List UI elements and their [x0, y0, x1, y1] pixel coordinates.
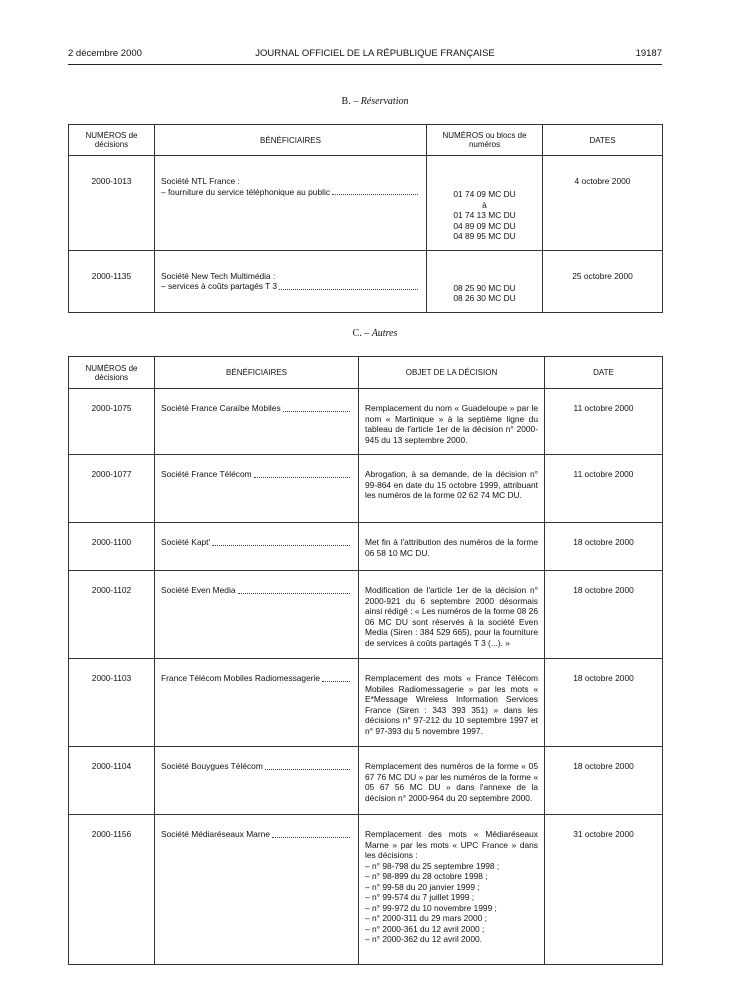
list-item: – n° 2000-311 du 29 mars 2000 ; [365, 913, 538, 924]
table-row [69, 250, 663, 312]
table-header-row [69, 125, 663, 156]
decision-date: 11 octobre 2000 [545, 389, 663, 455]
decision-date: 18 octobre 2000 [545, 747, 663, 815]
decision-object: Met fin à l'attribution des numéros de la forme 06 58 10 MC DU. [365, 537, 538, 558]
page-number: 19187 [635, 48, 662, 59]
section-c-letter: C. – [352, 328, 370, 339]
decision-list [365, 861, 538, 945]
decision-number: 2000-1135 [69, 250, 155, 312]
section-b-letter: B. – [341, 96, 359, 107]
beneficiary-name-text: Société France Caraïbe Mobiles [161, 403, 281, 413]
journal-title: JOURNAL OFFICIEL DE LA RÉPUBLIQUE FRANÇAISE [255, 48, 495, 59]
col-header-beneficiaries: BÉNÉFICIAIRES [155, 125, 427, 156]
beneficiary-cell [155, 571, 359, 659]
numbers-cell [427, 156, 543, 251]
object-cell [359, 455, 545, 523]
beneficiary-cell [155, 659, 359, 747]
list-item: – n° 98-798 du 25 septembre 1998 ; [365, 861, 538, 872]
object-cell [359, 659, 545, 747]
service-line [161, 281, 420, 292]
dot-leader [322, 680, 350, 682]
col-header-decision: NUMÉROS de décisions [69, 357, 155, 389]
decision-object: Modification de l'article 1er de la décision n° 2000-921 du 6 septembre 2000 désormais ainsi rédigé : « Les numéros de la forme 08 26 06 MC DU sont réservés à la société Even Media (Siren : 384 529 665), pour la fourniture de services à coûts partagés T 3 (...). » [365, 585, 538, 648]
beneficiary-name-text: Société Even Media [161, 585, 236, 595]
number-block: 01 74 09 MC DU [453, 189, 516, 199]
beneficiary-name [161, 403, 352, 414]
dot-leader [332, 193, 418, 195]
beneficiary-name-text: Société Bouygues Télécom [161, 761, 263, 771]
table-row [69, 455, 663, 523]
list-item: – n° 2000-361 du 12 avril 2000 ; [365, 924, 538, 935]
list-item: – n° 99-58 du 20 janvier 1999 ; [365, 882, 538, 893]
dot-leader [283, 410, 350, 412]
number-block: 01 74 13 MC DU [453, 210, 516, 220]
header-rule [68, 64, 662, 65]
table-row [69, 571, 663, 659]
decision-object: Abrogation, à sa demande, de la décision n° 99-864 en date du 15 octobre 1999, attribuant les numéros de la forme 02 62 74 MC DU. [365, 469, 538, 500]
service-line-text: – fourniture du service téléphonique au public [161, 186, 331, 197]
section-c-title: Autres [371, 328, 398, 339]
beneficiary-name [161, 673, 352, 684]
table-row [69, 156, 663, 251]
col-header-beneficiaries: BÉNÉFICIAIRES [155, 357, 359, 389]
beneficiary-name-text: Société Kapt' [161, 537, 211, 547]
dot-leader [272, 836, 350, 838]
object-cell [359, 815, 545, 965]
decision-date: 11 octobre 2000 [545, 455, 663, 523]
numbers-cell [427, 250, 543, 312]
number-block: 04 89 95 MC DU [453, 231, 516, 241]
list-item: – n° 2000-362 du 12 avril 2000. [365, 934, 538, 945]
section-c-heading [0, 328, 750, 339]
service-line [161, 187, 420, 198]
number-block: à [482, 199, 487, 210]
beneficiary-name [161, 761, 352, 772]
beneficiary-name [161, 829, 352, 840]
col-header-numbers: NUMÉROS ou blocs de numéros [427, 125, 543, 156]
dot-leader [279, 288, 418, 290]
decision-date: 25 octobre 2000 [543, 250, 663, 312]
beneficiary-name [161, 585, 352, 596]
beneficiary-cell [155, 250, 427, 312]
section-b-heading [0, 96, 750, 107]
beneficiary-cell [155, 523, 359, 571]
beneficiary-cell [155, 389, 359, 455]
decision-number: 2000-1103 [69, 659, 155, 747]
decision-number: 2000-1075 [69, 389, 155, 455]
decision-object: Remplacement des mots « France Télécom Mobiles Radiomessagerie » par les mots « E*Message Wireless Information Services France (Siren : 343 393 351) » dans les décisions n° 97-212 du 10 septembre 1997 et n° 97-393 du 5 novembre 1997. [365, 673, 538, 736]
table-row [69, 747, 663, 815]
col-header-date: DATE [545, 357, 663, 389]
table-header-row [69, 357, 663, 389]
section-b-title: Réservation [360, 96, 409, 107]
decision-date: 18 octobre 2000 [545, 523, 663, 571]
decision-number: 2000-1077 [69, 455, 155, 523]
table-row [69, 659, 663, 747]
dot-leader [238, 592, 351, 594]
reservation-table [68, 124, 663, 313]
beneficiary-name: Société New Tech Multimédia : [161, 270, 276, 281]
list-item: – n° 99-972 du 10 novembre 1999 ; [365, 903, 538, 914]
table-row [69, 815, 663, 965]
header-date: 2 décembre 2000 [68, 48, 142, 59]
beneficiary-name [161, 469, 352, 480]
dot-leader [265, 768, 350, 770]
col-header-dates: DATES [543, 125, 663, 156]
decision-date: 18 octobre 2000 [545, 571, 663, 659]
other-decisions-table [68, 356, 663, 965]
dot-leader [254, 476, 350, 478]
decision-number: 2000-1013 [69, 156, 155, 251]
decision-date: 4 octobre 2000 [543, 156, 663, 251]
decision-object: Remplacement du nom « Guadeloupe » par le nom « Martinique » à la septième ligne du tableau de l'article 1er de la décision n° 2000-945 du 13 septembre 2000. [365, 403, 538, 445]
decision-date: 31 octobre 2000 [545, 815, 663, 965]
list-item: – n° 99-574 du 7 juillet 1999 ; [365, 892, 538, 903]
beneficiary-name [161, 537, 352, 548]
service-line-text: – services à coûts partagés T 3 [161, 281, 278, 291]
number-block: 08 25 90 MC DU [453, 282, 516, 293]
number-block: 04 89 09 MC DU [453, 220, 516, 231]
decision-date: 18 octobre 2000 [545, 659, 663, 747]
dot-leader [212, 544, 350, 546]
col-header-decision: NUMÉROS de décisions [69, 125, 155, 156]
beneficiary-name-text: Société France Télécom [161, 469, 252, 479]
beneficiary-cell [155, 156, 427, 251]
beneficiary-name-text: Société Médiaréseaux Marne [161, 829, 270, 839]
object-cell [359, 571, 545, 659]
list-item: – n° 98-899 du 28 octobre 1998 ; [365, 871, 538, 882]
decision-number: 2000-1102 [69, 571, 155, 659]
beneficiary-cell [155, 815, 359, 965]
beneficiary-cell [155, 747, 359, 815]
beneficiary-cell [155, 455, 359, 523]
decision-number: 2000-1156 [69, 815, 155, 965]
beneficiary-name-text: France Télécom Mobiles Radiomessagerie [161, 673, 321, 683]
decision-object: Remplacement des numéros de la forme « 05 67 76 MC DU » par les numéros de la forme « 05 67 56 MC DU » dans l'annexe de la décision n° 2000-964 du 20 septembre 2000. [365, 761, 538, 803]
object-cell [359, 523, 545, 571]
object-cell [359, 747, 545, 815]
table-row [69, 389, 663, 455]
decision-object: Remplacement des mots « Médiaréseaux Marne » par les mots « UPC France » dans les décisions : [365, 829, 538, 860]
table-row [69, 523, 663, 571]
number-block: 08 26 30 MC DU [453, 293, 516, 303]
decision-number: 2000-1104 [69, 747, 155, 815]
object-cell [359, 389, 545, 455]
col-header-object: OBJET DE LA DÉCISION [359, 357, 545, 389]
beneficiary-name: Société NTL France : [161, 176, 240, 186]
decision-number: 2000-1100 [69, 523, 155, 571]
